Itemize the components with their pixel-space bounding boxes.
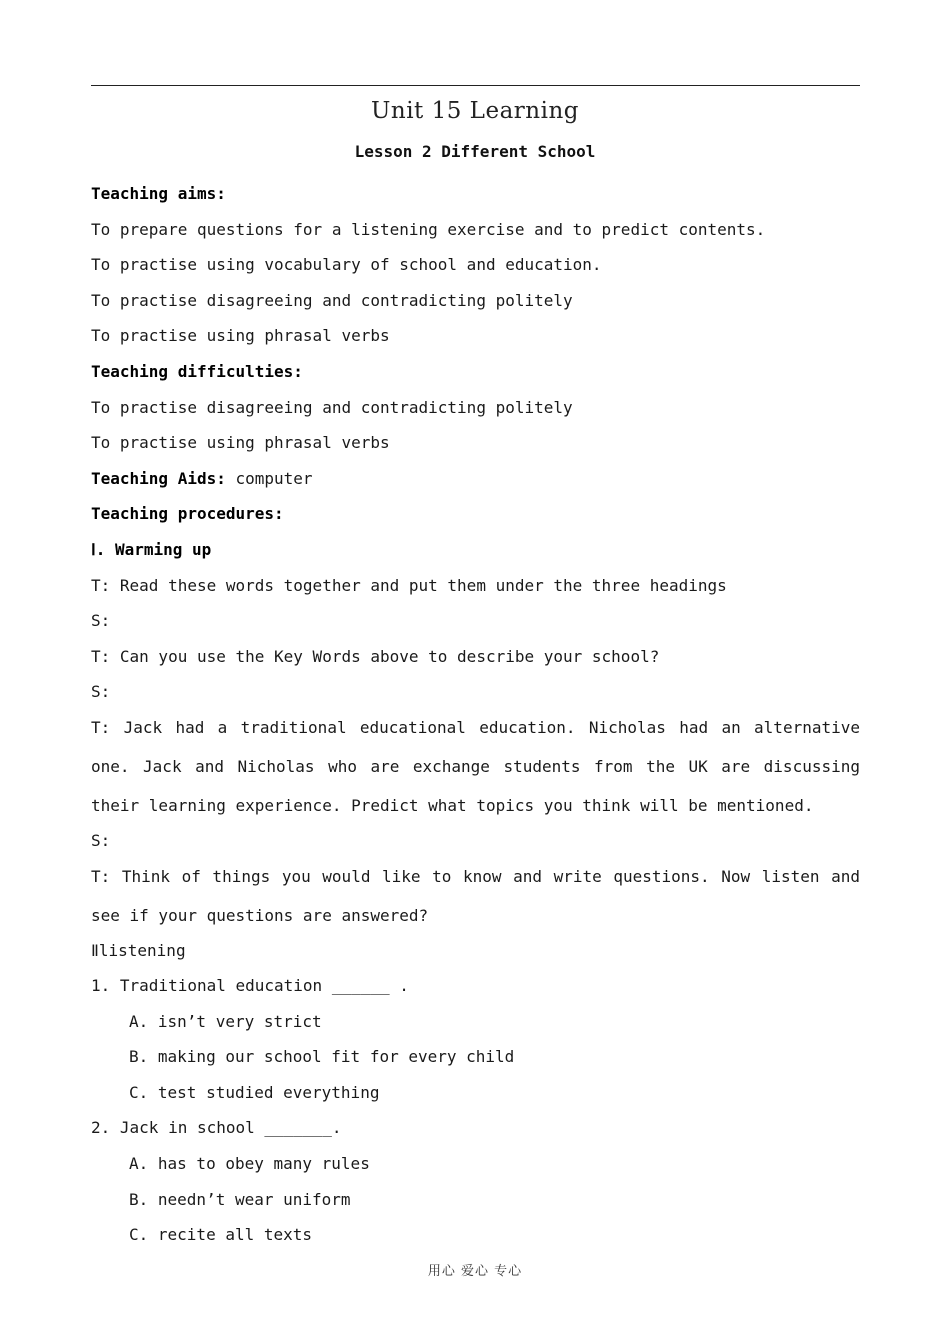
difficulty-item: To practise using phrasal verbs xyxy=(91,433,390,453)
question-option: B. making our school fit for every child xyxy=(129,1047,515,1067)
teaching-aids xyxy=(91,461,860,497)
page-footer: 用心 爱心 专心 xyxy=(427,1264,523,1279)
question-option: C. test studied everything xyxy=(129,1082,380,1102)
difficulties-heading: Teaching difficulties: xyxy=(91,361,303,381)
aids-label: Teaching Aids: xyxy=(91,468,226,488)
lesson-subtitle: Lesson 2 Different School xyxy=(354,142,596,161)
aim-item: To practise using vocabulary of school and education. xyxy=(91,255,602,275)
aims-heading: Teaching aims: xyxy=(91,184,226,203)
dialogue-line: T: Read these words together and put them under the three headings xyxy=(91,575,727,595)
dialogue-line: S: xyxy=(91,611,111,631)
difficulty-item: To practise disagreeing and contradicting politely xyxy=(91,397,573,417)
question-option: C. recite all texts xyxy=(129,1225,313,1245)
dialogue-paragraph: T: Jack had a traditional educational education. Nicholas had an alternative one. Jack and Nicholas who are exchange students from the UK are discussing their learning experience. Predict what topics you think will be mentioned. xyxy=(91,717,860,815)
aim-item: To practise disagreeing and contradicting politely xyxy=(91,290,573,310)
aim-item: To prepare questions for a listening exercise and to predict contents. xyxy=(91,219,766,239)
question-option: B. needn’t wear uniform xyxy=(129,1189,351,1209)
warming-up-heading: Ⅰ. Warming up xyxy=(91,539,212,559)
question-stem: 1. Traditional education ______ . xyxy=(91,976,409,996)
procedures-heading: Teaching procedures: xyxy=(91,504,284,524)
dialogue-paragraph: T: Think of things you would like to know and write questions. Now listen and see if your questions are answered? xyxy=(91,866,860,925)
dialogue-line: S: xyxy=(91,830,111,850)
question-option: A. has to obey many rules xyxy=(129,1154,370,1174)
aim-item: To practise using phrasal verbs xyxy=(91,326,390,346)
header-rule xyxy=(91,85,860,86)
aids-value: computer xyxy=(225,468,313,488)
document-body xyxy=(91,176,860,1253)
question-stem: 2. Jack in school _______. xyxy=(91,1118,342,1138)
question-option: A. isn’t very strict xyxy=(129,1011,322,1031)
listening-heading: Ⅱlistening xyxy=(91,940,186,960)
dialogue-line: S: xyxy=(91,682,111,702)
page-title: Unit 15 Learning xyxy=(371,98,579,124)
dialogue-line: T: Can you use the Key Words above to describe your school? xyxy=(91,646,660,666)
